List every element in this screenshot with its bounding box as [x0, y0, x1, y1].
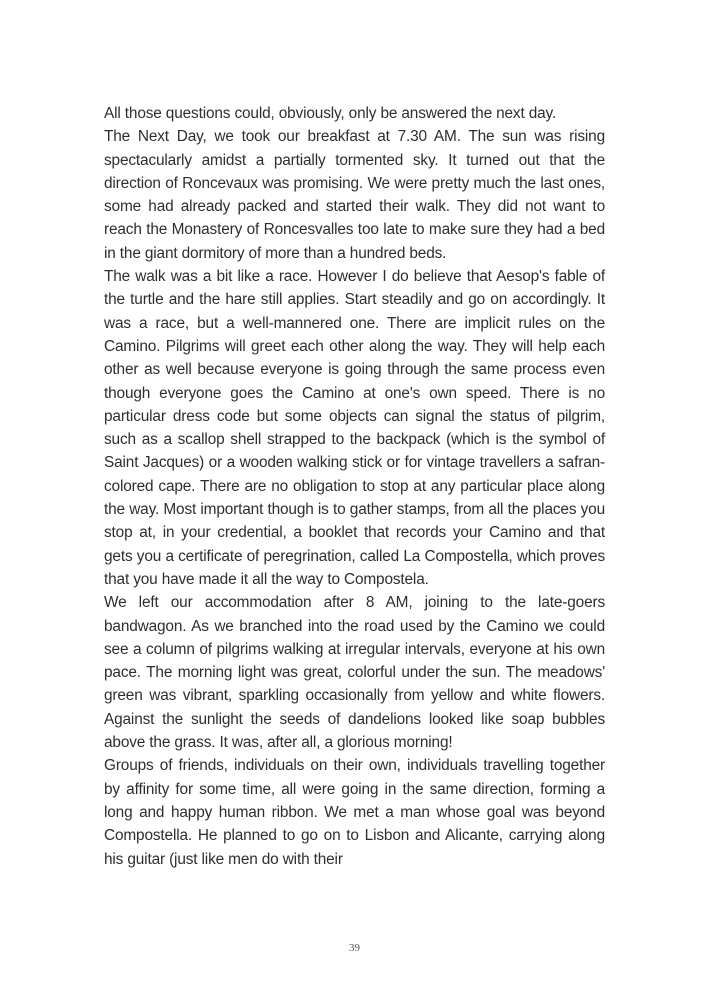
paragraph-questions: All those questions could, obviously, only be answered the next day.	[104, 105, 557, 122]
paragraph-walk-race: The walk was a bit like a race. However I do believe that Aesop's fable of the turtle and the hare still applies. Start steadily and go on accordingly. It was a race, but a well-mannered one. There are implicit rules on the Camino. Pilgrims will greet each other along the way. They will help each other as well because everyone is going through the same process even though everyone goes the Camino at one's own speed. There is no particular dress code but some objects can signal the status of pilgrim, such as a scallop shell strapped to the backpack (which is the symbol of Saint Jacques) or a wooden walking stick or for vintage travellers a safran-colored cape. There are no obligation to stop at any particular place along the way. Most important though is to gather stamps, from all the places you stop at, in your credential, a booklet that records your Camino and that gets you a certificate of peregrination, called La Compostella, which proves that you have made it all the way to Compostela.	[104, 268, 605, 588]
paragraph-groups-of-friends: Groups of friends, individuals on their own, individuals travelling together by affinity for some time, all were going in the same direction, forming a long and happy human ribbon. We met a man whose goal was beyond Compostella. He planned to go on to Lisbon and Alicante, carrying along his guitar (just like men do with their	[104, 757, 605, 868]
paragraph-left-accommodation: We left our accommodation after 8 AM, joining to the late-goers bandwagon. As we branched into the road used by the Camino we could see a column of pilgrims walking at irregular intervals, everyone at his own pace. The morning light was great, colorful under the sun. The meadows' green was vibrant, sparkling occasionally from yellow and white flowers. Against the sunlight the seeds of dandelions looked like soap bubbles above the grass. It was, after all, a glorious morning!	[104, 594, 605, 752]
paragraph-next-day: The Next Day, we took our breakfast at 7.30 AM. The sun was rising spectacularly amidst a partially tormented sky. It turned out that the direction of Roncevaux was promising. We were pretty much the last ones, some had already packed and started their walk. They did not want to reach the Monastery of Roncesvalles too late to make sure they had a bed in the giant dormitory of more than a hundred beds.	[104, 128, 605, 262]
page-number: 39	[349, 942, 360, 954]
page-body	[104, 102, 605, 871]
